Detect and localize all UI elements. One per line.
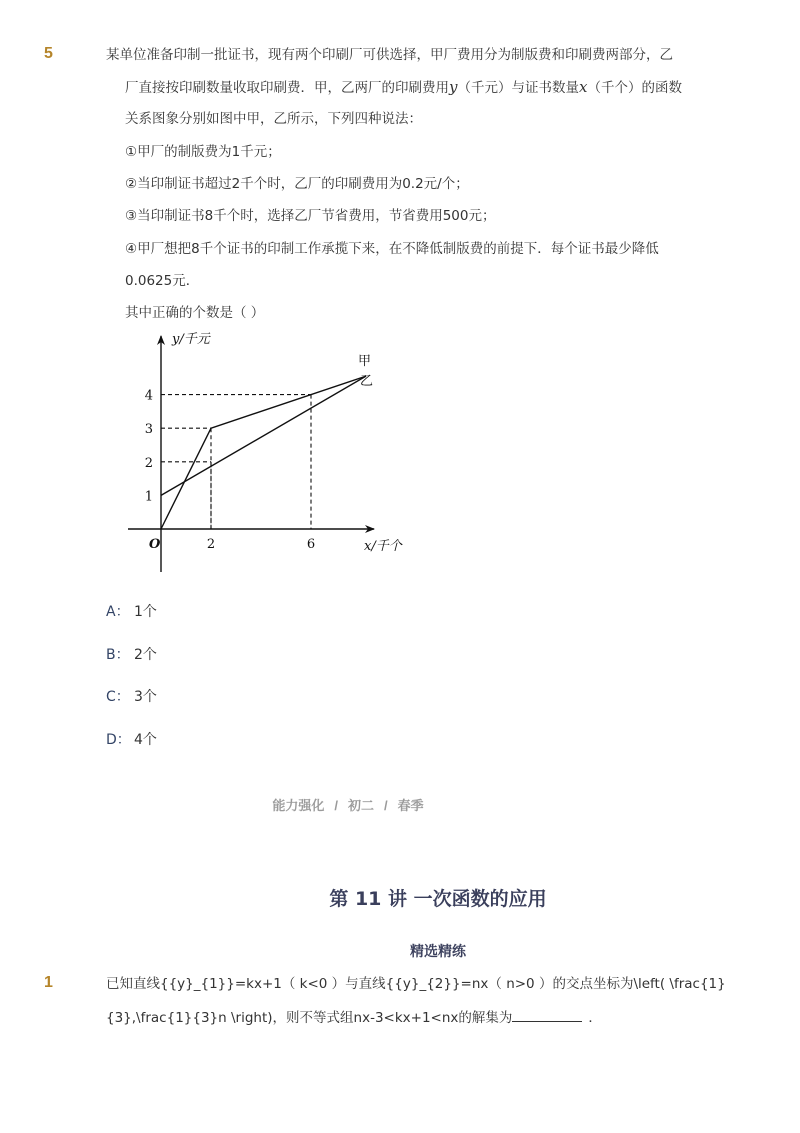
question-number: 1 [44, 974, 53, 991]
y-tick-label: 2 [144, 455, 153, 471]
y-tick-label: 1 [144, 489, 153, 505]
section-title: 精选精练 [410, 944, 466, 960]
x-axis-label: x/千个 [364, 539, 402, 554]
answer-blank[interactable] [512, 1007, 582, 1022]
option-c[interactable]: C： 3个 [106, 689, 157, 705]
question-text-line: 某单位准备印制一批证书，现有两个印刷厂可供选择，甲厂费用分为制版费和印刷费两部分，乙 [106, 47, 673, 63]
question-text-line: {3},\frac{1}{3}n \right)，则不等式组nx-3<kx+1<nx的解集为 ． [106, 1007, 602, 1028]
statement-2: ②当印制证书超过2千个时，乙厂的印刷费用为0.2元/个； [125, 176, 469, 192]
question-text-line: 关系图象分别如图中甲，乙所示，下列四种说法： [125, 111, 422, 127]
x-tick-label: 2 [206, 537, 216, 552]
y-axis-label: y/千元 [172, 332, 210, 347]
series-line-jia [161, 376, 366, 495]
y-tick-label: 4 [144, 388, 153, 404]
option-d[interactable]: D： 4个 [106, 732, 157, 748]
page-footer: 能力强化 / 初二 / 春季 [272, 798, 424, 813]
statement-4: ④甲厂想把8千个证书的印制工作承揽下来，在不降低制版费的前提下．每个证书最少降低 [125, 241, 659, 257]
x-tick-label: 6 [306, 537, 316, 552]
y-tick-label: 3 [144, 422, 153, 438]
question-prompt: 其中正确的个数是（ ） [125, 305, 265, 321]
option-a[interactable]: A： 1个 [106, 604, 157, 620]
option-b[interactable]: B： 2个 [106, 647, 157, 663]
lecture-title: 第 11 讲 一次函数的应用 [329, 888, 547, 910]
statement-1: ①甲厂的制版费为1千元； [125, 144, 281, 160]
series-label-yi: 乙 [360, 374, 374, 389]
question-text-line: 已知直线{{y}_{1}}=kx+1（ k<0 ）与直线{{y}_{2}}=nx（ n>0 ）的交点坐标为\left( \frac{1} [106, 976, 726, 992]
series-label-jia: 甲 [358, 354, 372, 369]
origin-label: O [149, 537, 161, 552]
variable-y: y [449, 78, 458, 96]
function-graph [110, 322, 410, 577]
statement-3: ③当印制证书8千个时，选择乙厂节省费用，节省费用500元； [125, 208, 496, 224]
question-text-line: 厂直接按印刷数量收取印刷费．甲，乙两厂的印刷费用y（千元）与证书数量x（千个）的函数 [125, 78, 682, 96]
question-number: 5 [44, 45, 53, 62]
variable-x: x [578, 78, 588, 96]
series-line-yi [161, 376, 366, 529]
statement-4-continued: 0.0625元． [125, 273, 200, 289]
